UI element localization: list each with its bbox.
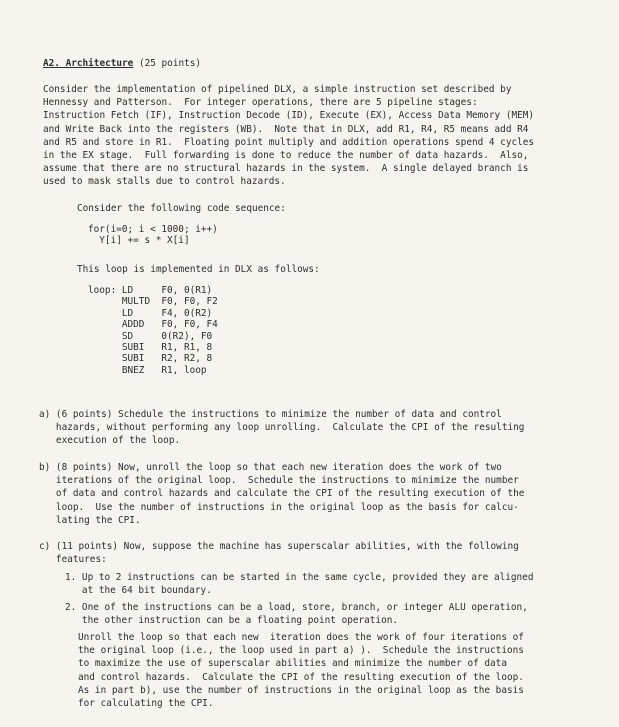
text-line: Hennessy and Patterson. For integer operations, there are 5 pipeline stages: [43,97,478,109]
text-line: execution of the loop. [39,435,181,447]
text-line: to maximize the use of superscalar abilities and minimize the number of data [78,658,507,670]
text-line: at the 64 bit boundary. [65,585,212,597]
section-heading [43,57,201,70]
code-line: Y[i] += s * X[i] [88,235,190,247]
text-line: the other instruction can be a floating point operation. [65,615,399,627]
text-line: Unroll the loop so that each new iteration does the work of four iterations of [78,632,524,643]
code-line: SD 0(R2), F0 [88,330,213,342]
text-line: hazards, without performing any loop unrolling. Calculate the CPI of the resulting [39,422,525,434]
text-line: for calculating the CPI. [78,698,214,710]
text-line: in the EX stage. Full forwarding is done to reduce the number of data hazards. Also, [43,150,529,162]
dlx-code-block [88,285,218,376]
text-line: lating the CPI. [39,514,141,526]
code-line: LD F4, 0(R2) [88,307,213,319]
c-code-block [88,224,218,247]
code-line: SUBI R2, R2, 8 [88,353,213,365]
code-line: ADDD F0, F0, F4 [88,319,218,331]
text-line: b) (8 points) Now, unroll the loop so that each new iteration does the work of two [39,462,502,473]
code-line: SUBI R1, R1, 8 [88,342,213,354]
text-line: 1. Up to 2 instructions can be started in the same cycle, provided they are aligned [65,572,534,583]
section-title: A2. Architecture [43,58,134,69]
implemented-text: This loop is implemented in DLX as follows: [77,264,320,275]
text-line: Instruction Fetch (IF), Instruction Decode (ID), Execute (EX), Access Data Memory (MEM) [43,110,535,122]
code-line: for(i=0; i < 1000; i++) [88,224,218,235]
feature-1 [65,571,533,597]
text-line: of data and control hazards and calculate the CPI of the resulting execution of the [39,488,525,500]
code-line: loop: LD F0, 0(R1) [88,285,213,296]
text-line: As in part b), use the number of instructions in the original loop as the basis [78,684,524,696]
text-line: assume that there are no structural hazards in the system. A single delayed branch is [43,163,529,175]
consider-text: Consider the following code sequence: [77,203,286,214]
feature-2 [65,601,528,627]
text-line: and Write Back into the registers (WB). Note that in DLX, add R1, R4, R5 means add R4 [43,123,529,135]
text-line: loop. Use the number of instructions in the original loop as the basis for calcu- [39,501,519,513]
text-line: c) (11 points) Now, suppose the machine has superscalar abilities, with the following [39,541,519,552]
text-line: 2. One of the instructions can be a load, store, branch, or integer ALU operation, [65,602,528,613]
part-a [39,408,524,448]
text-line: Consider the implementation of pipelined DLX, a simple instruction set described by [43,84,512,95]
text-line: features: [39,554,107,566]
text-line: iterations of the original loop. Schedule the instructions to minimize the number [39,475,519,487]
part-c-task [78,631,524,710]
text-line: a) (6 points) Schedule the instructions to minimize the number of data and control [39,409,502,420]
text-line: used to mask stalls due to control hazards. [43,176,286,188]
text-line: the original loop (i.e., the loop used in part a) ). Schedule the instructions [78,645,524,657]
code-line: BNEZ R1, loop [88,364,207,376]
intro-paragraph [43,83,534,189]
code-line: MULTD F0, F0, F2 [88,296,218,308]
text-line: and control hazards. Calculate the CPI of the resulting execution of the loop. [78,671,524,683]
text-line: and R5 and store in R1. Floating point multiply and addition operations spend 4 cycles [43,136,535,148]
part-b [39,461,524,527]
part-c [39,540,519,566]
section-points: (25 points) [133,58,202,69]
